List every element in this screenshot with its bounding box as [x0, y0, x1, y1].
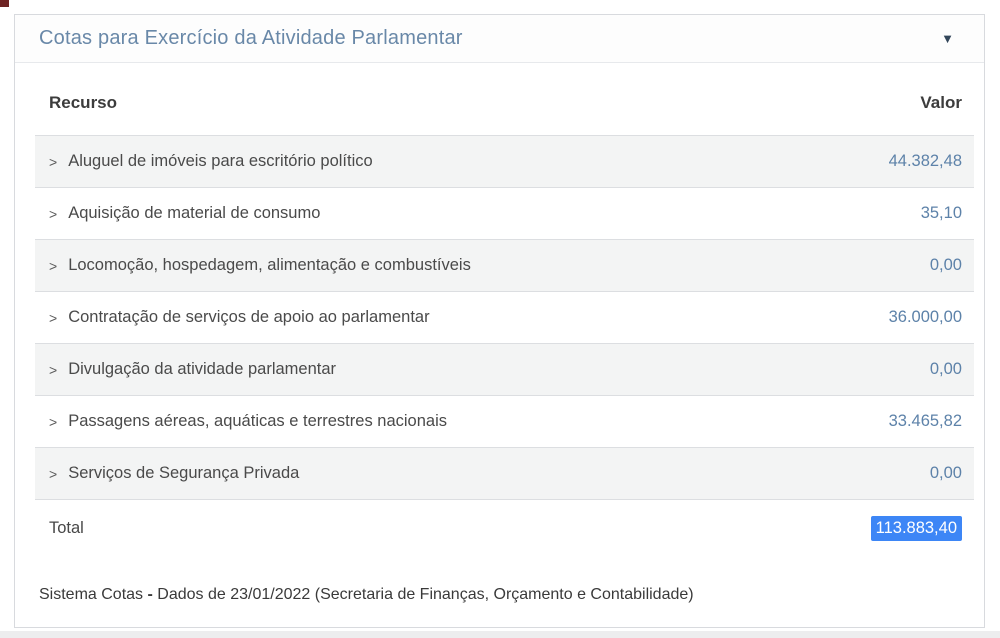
expand-chevron-icon: >	[49, 309, 58, 326]
expand-chevron-icon: >	[49, 205, 58, 222]
table-row[interactable]	[35, 395, 974, 447]
row-label: Locomoção, hospedagem, alimentação e combustíveis	[68, 256, 471, 274]
expand-chevron-icon: >	[49, 465, 58, 482]
row-value: 33.465,82	[888, 412, 962, 430]
row-label: Contratação de serviços de apoio ao parlamentar	[68, 308, 430, 326]
total-label: Total	[49, 518, 84, 537]
column-header-valor: Valor	[920, 93, 962, 112]
table-row[interactable]	[35, 291, 974, 343]
row-value: 36.000,00	[888, 308, 962, 326]
table-row[interactable]	[35, 187, 974, 239]
chevron-down-icon[interactable]: ▼	[941, 31, 954, 46]
table-row[interactable]	[35, 239, 974, 291]
row-value: 0,00	[929, 464, 962, 482]
table-row[interactable]	[35, 135, 974, 187]
row-value: 0,00	[929, 256, 962, 274]
cotas-table	[35, 63, 974, 556]
screenshot-edge-artifact	[0, 0, 9, 7]
total-value-selected: 113.883,40	[871, 516, 962, 541]
footnote-system: Sistema Cotas	[39, 586, 144, 603]
row-label: Aluguel de imóveis para escritório político	[68, 152, 373, 170]
cotas-panel	[14, 14, 985, 628]
row-label: Aquisição de material de consumo	[68, 204, 321, 222]
expand-chevron-icon: >	[49, 361, 58, 378]
row-label: Passagens aéreas, aquáticas e terrestres nacionais	[68, 412, 447, 430]
expand-chevron-icon: >	[49, 153, 58, 170]
bottom-edge-strip	[0, 631, 1000, 638]
row-label: Serviços de Segurança Privada	[68, 464, 300, 482]
column-header-recurso: Recurso	[49, 93, 118, 112]
row-value: 35,10	[920, 204, 962, 222]
source-footnote	[39, 586, 960, 604]
panel-title: Cotas para Exercício da Atividade Parlamentar	[39, 27, 463, 49]
total-row	[35, 499, 974, 556]
row-label: Divulgação da atividade parlamentar	[68, 360, 337, 378]
row-value: 0,00	[929, 360, 962, 378]
footnote-info: Dados de 23/01/2022 (Secretaria de Finanças, Orçamento e Contabilidade)	[157, 586, 694, 603]
panel-header[interactable]	[15, 15, 984, 63]
table-row[interactable]	[35, 343, 974, 395]
table-header-row	[35, 63, 974, 135]
footnote-separator: -	[147, 586, 153, 603]
expand-chevron-icon: >	[49, 257, 58, 274]
table-row[interactable]	[35, 447, 974, 499]
expand-chevron-icon: >	[49, 413, 58, 430]
row-value: 44.382,48	[888, 152, 962, 170]
